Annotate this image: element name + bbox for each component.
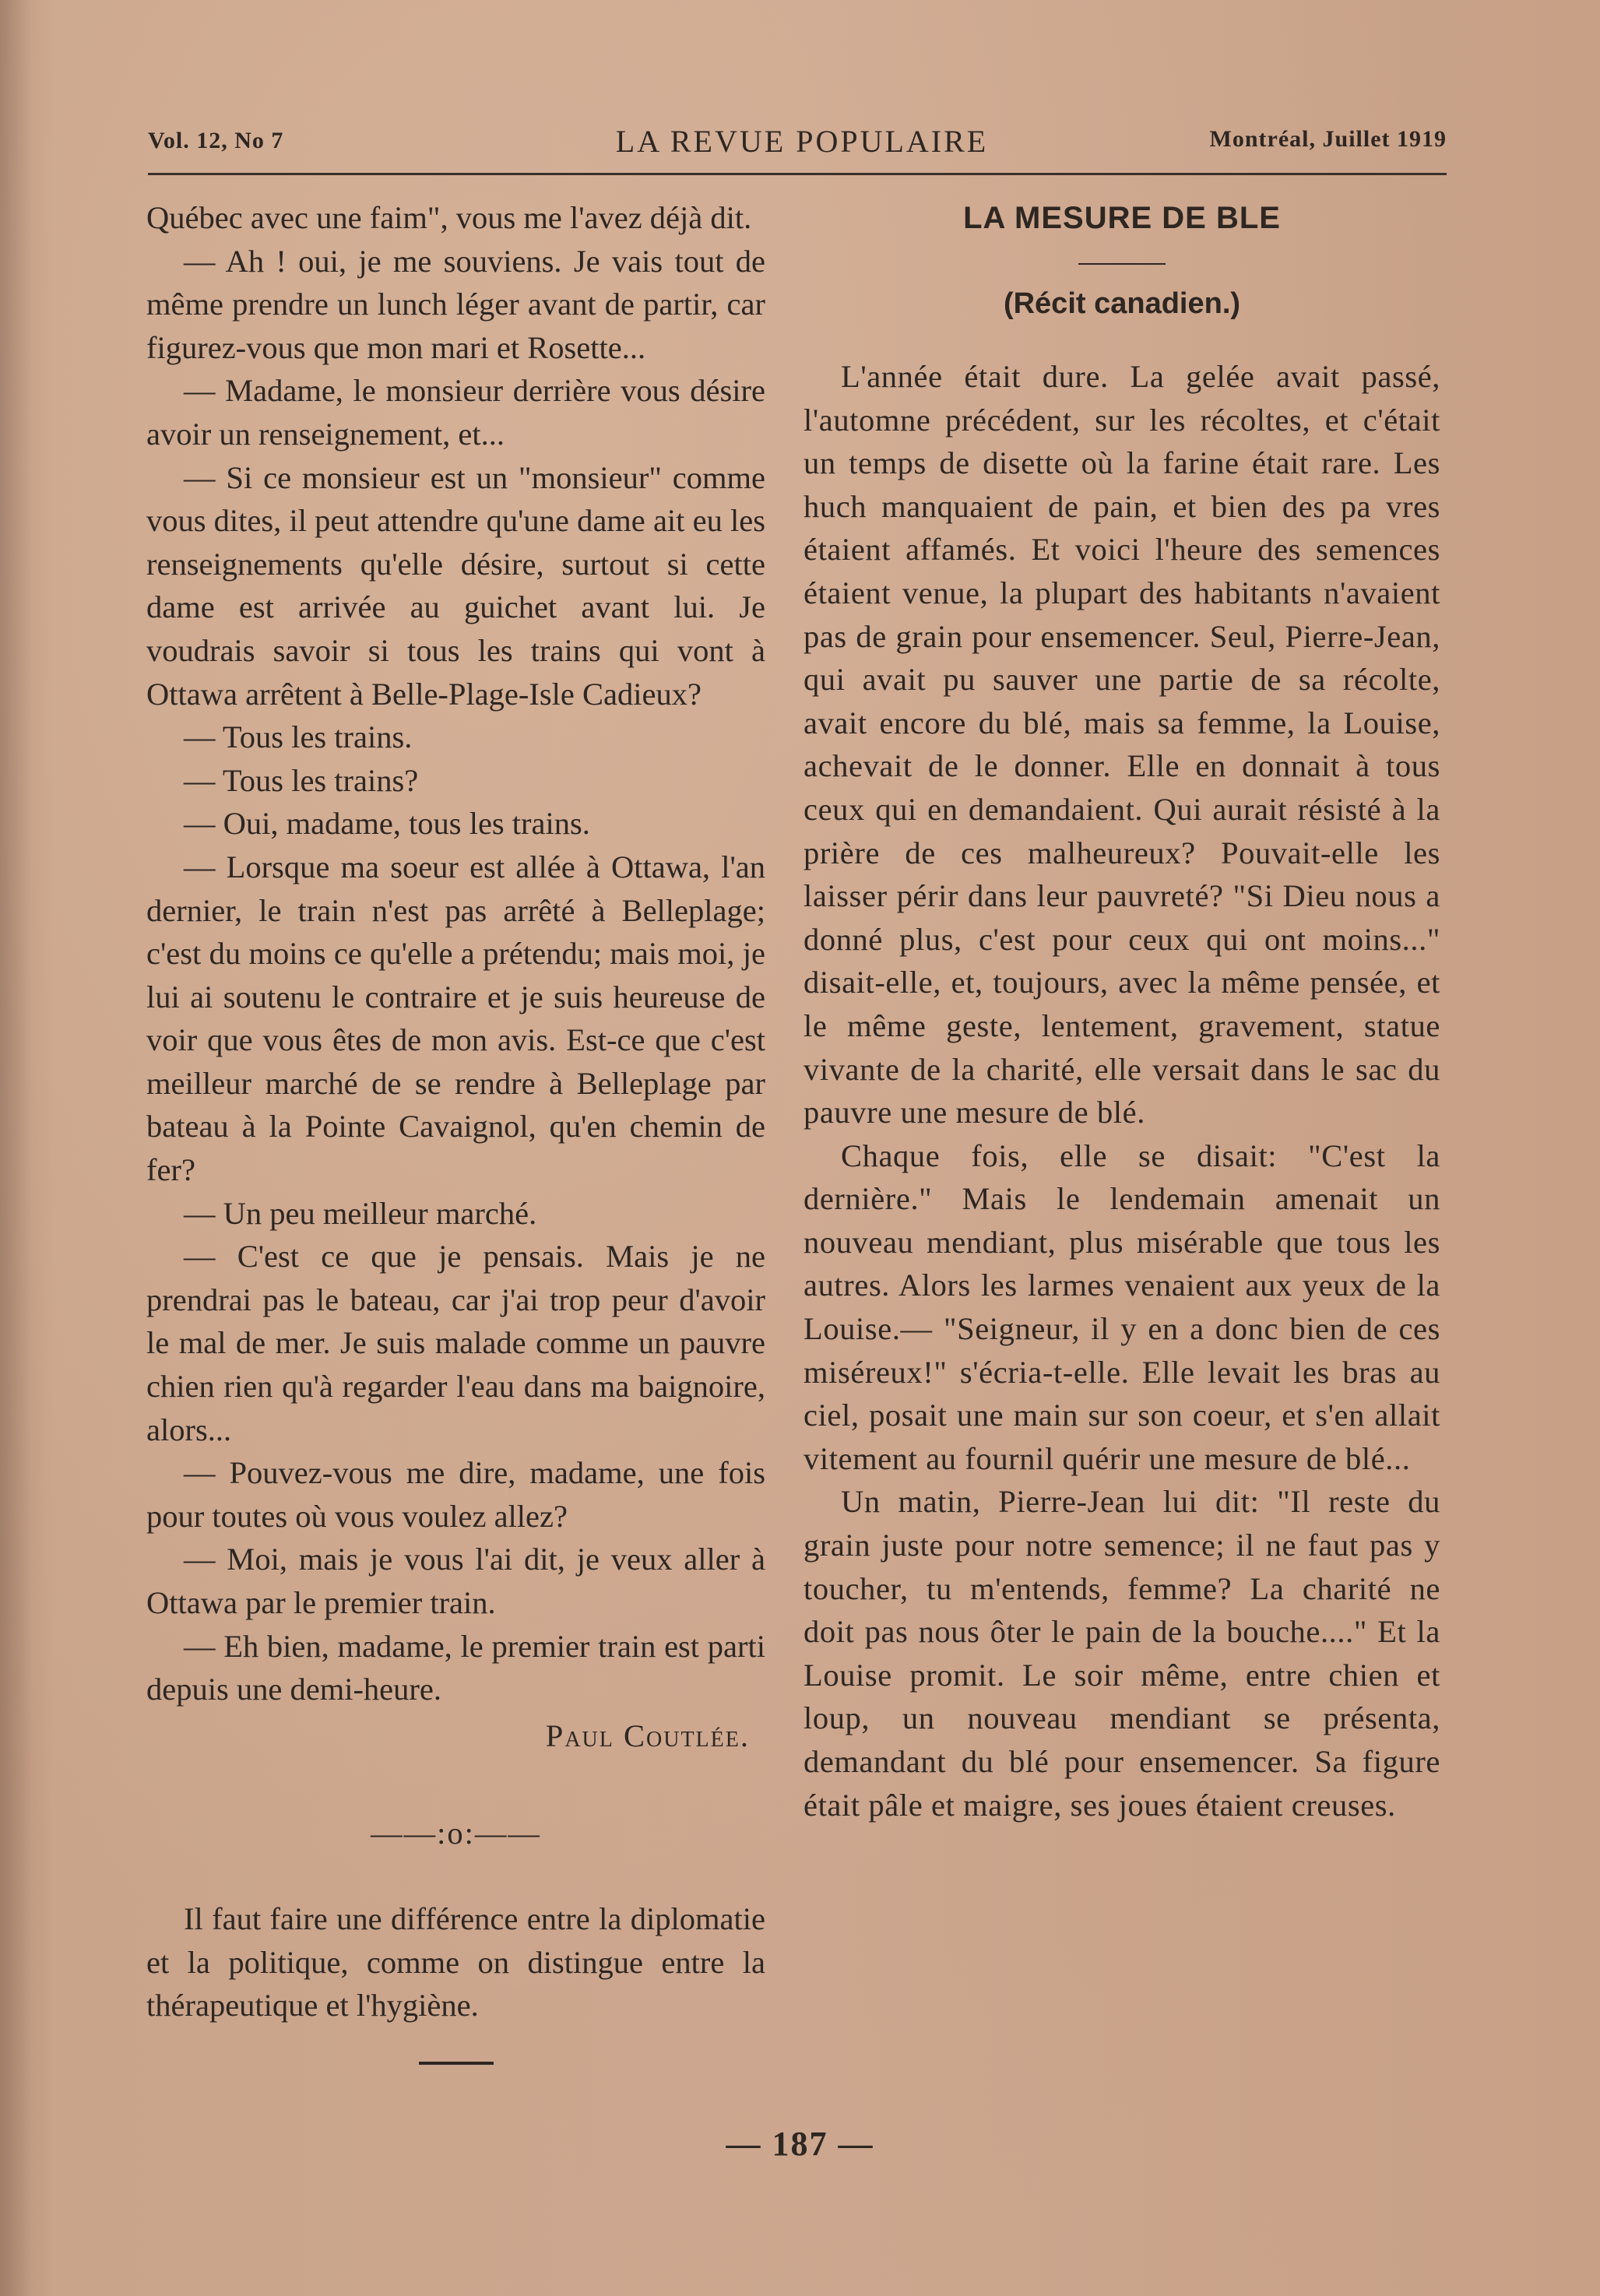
dateline: Montréal, Juillet 1919 — [1209, 126, 1447, 152]
paragraph: Chaque fois, elle se disait: "C'est la dernière." Mais le lendemain amenait un nouveau mendiant, plus misérable que tous les autres. Alors les larmes venaient aux yeux de la Louise.— "Seigneur, il y en a donc bien de ces miséreux!" s'écria-t-elle. Elle levait les bras au ciel, posait une main sur son coeur, et s'en allait vitement au fournil quérir une mesure de blé... — [804, 1137, 1440, 1476]
title-rule — [1078, 263, 1166, 265]
author-signature: Paul Coutlée. — [545, 1718, 750, 1753]
paragraph: — Si ce monsieur est un "monsieur" comme vous dites, il peut attendre qu'une dame ait eu les renseignements qu'elle désire, surtout si cette dame est arrivée au guichet avant lui. Je voudrais savoir si tous les trains qui vont à Ottawa arrêtent à Belle-Plage-Isle Cadieux? — [146, 459, 765, 712]
paragraph: — Oui, madame, tous les trains. — [184, 806, 590, 842]
end-rule — [419, 2062, 494, 2065]
running-header — [148, 123, 1447, 160]
left-column — [146, 196, 765, 2065]
article-subtitle: (Récit canadien.) — [1003, 287, 1241, 320]
volume-number: Vol. 12, No 7 — [148, 128, 284, 153]
journal-title: LA REVUE POPULAIRE — [615, 124, 989, 159]
paragraph: — Un peu meilleur marché. — [184, 1195, 537, 1231]
paragraph: — Tous les trains? — [184, 762, 419, 798]
right-column — [804, 196, 1440, 1827]
paragraph: — Madame, le monsieur derrière vous désire avoir un renseignement, et... — [146, 373, 765, 452]
paragraph: L'année était dure. La gelée avait passé, l'automne précédent, sur les récoltes, et c'était un temps de disette où la farine était rare. Les huch manquaient de pain, et bien des pa vres étaient affamés. Et voici l'heure des semences étaient venue, la plupart des habitants n'avaient pas de grain pour ensemencer. Seul, Pierre-Jean, qui avait pu sauver une partie de sa récolte, avait encore du blé, mais sa femme, la Louise, achevait de le donner. Elle en donnait à tous ceux qui en demandaient. Qui aurait résisté à la prière de ces malheureux? Pouvait-elle les laisser périr dans leur pauvreté? "Si Dieu nous a donné plus, c'est pour ceux qui ont moins..." disait-elle, et, toujours, avec la même pensée, et le même geste, lentement, gravement, statue vivante de la charité, elle versait dans le sac du pauvre une mesure de blé. — [804, 359, 1440, 1130]
paragraph: — Tous les trains. — [184, 719, 413, 755]
page-binding-shadow — [0, 0, 31, 2296]
paragraph: — Eh bien, madame, le premier train est parti depuis une demi-heure. — [146, 1628, 765, 1707]
page-number: — 187 — — [726, 2125, 874, 2163]
paragraph: — Moi, mais je vous l'ai dit, je veux aller à Ottawa par le premier train. — [146, 1542, 765, 1620]
paragraph: Un matin, Pierre-Jean lui dit: "Il reste du grain juste pour notre semence; il ne faut pas y toucher, tu m'entends, femme? La charité ne doit pas nous ôter le pain de la bouche...." Et la Louise promit. Le soir même, entre chien et loup, un nouveau mendiant se présenta, demandant du blé pour ensemencer. Sa figure était pâle et maigre, ses joues étaient creuses. — [804, 1484, 1440, 1823]
article-title: LA MESURE DE BLE — [963, 201, 1281, 235]
paragraph: — C'est ce que je pensais. Mais je ne prendrai pas le bateau, car j'ai trop peur d'avoir le mal de mer. Je suis malade comme un pauvre chien rien qu'à regarder l'eau dans ma baignoire, alors... — [146, 1239, 765, 1447]
paragraph: — Lorsque ma soeur est allée à Ottawa, l'an dernier, le train n'est pas arrêté à Belleplage; c'est du moins ce qu'elle a prétendu; mais moi, je lui ai soutenu le contraire et je suis heureuse de voir que vous êtes de mon avis. Est-ce que c'est meilleur marché de se rendre à Belleplage par bateau à la Pointe Cavaignol, qu'en chemin de fer? — [146, 849, 765, 1188]
paragraph: Québec avec une faim", vous me l'avez déjà dit. — [146, 200, 752, 235]
header-rule — [148, 173, 1447, 175]
maxim-paragraph: Il faut faire une différence entre la diplomatie et la politique, comme on distingue entre la thérapeutique et l'hygiène. — [146, 1900, 765, 2024]
section-divider: ——:o:—— — [371, 1816, 541, 1851]
paragraph: — Ah ! oui, je me souviens. Je vais tout de même prendre un lunch léger avant de partir, car figurez-vous que mon mari et Rosette... — [146, 243, 765, 365]
paragraph: — Pouvez-vous me dire, madame, une fois pour toutes où vous voulez allez? — [146, 1455, 765, 1534]
